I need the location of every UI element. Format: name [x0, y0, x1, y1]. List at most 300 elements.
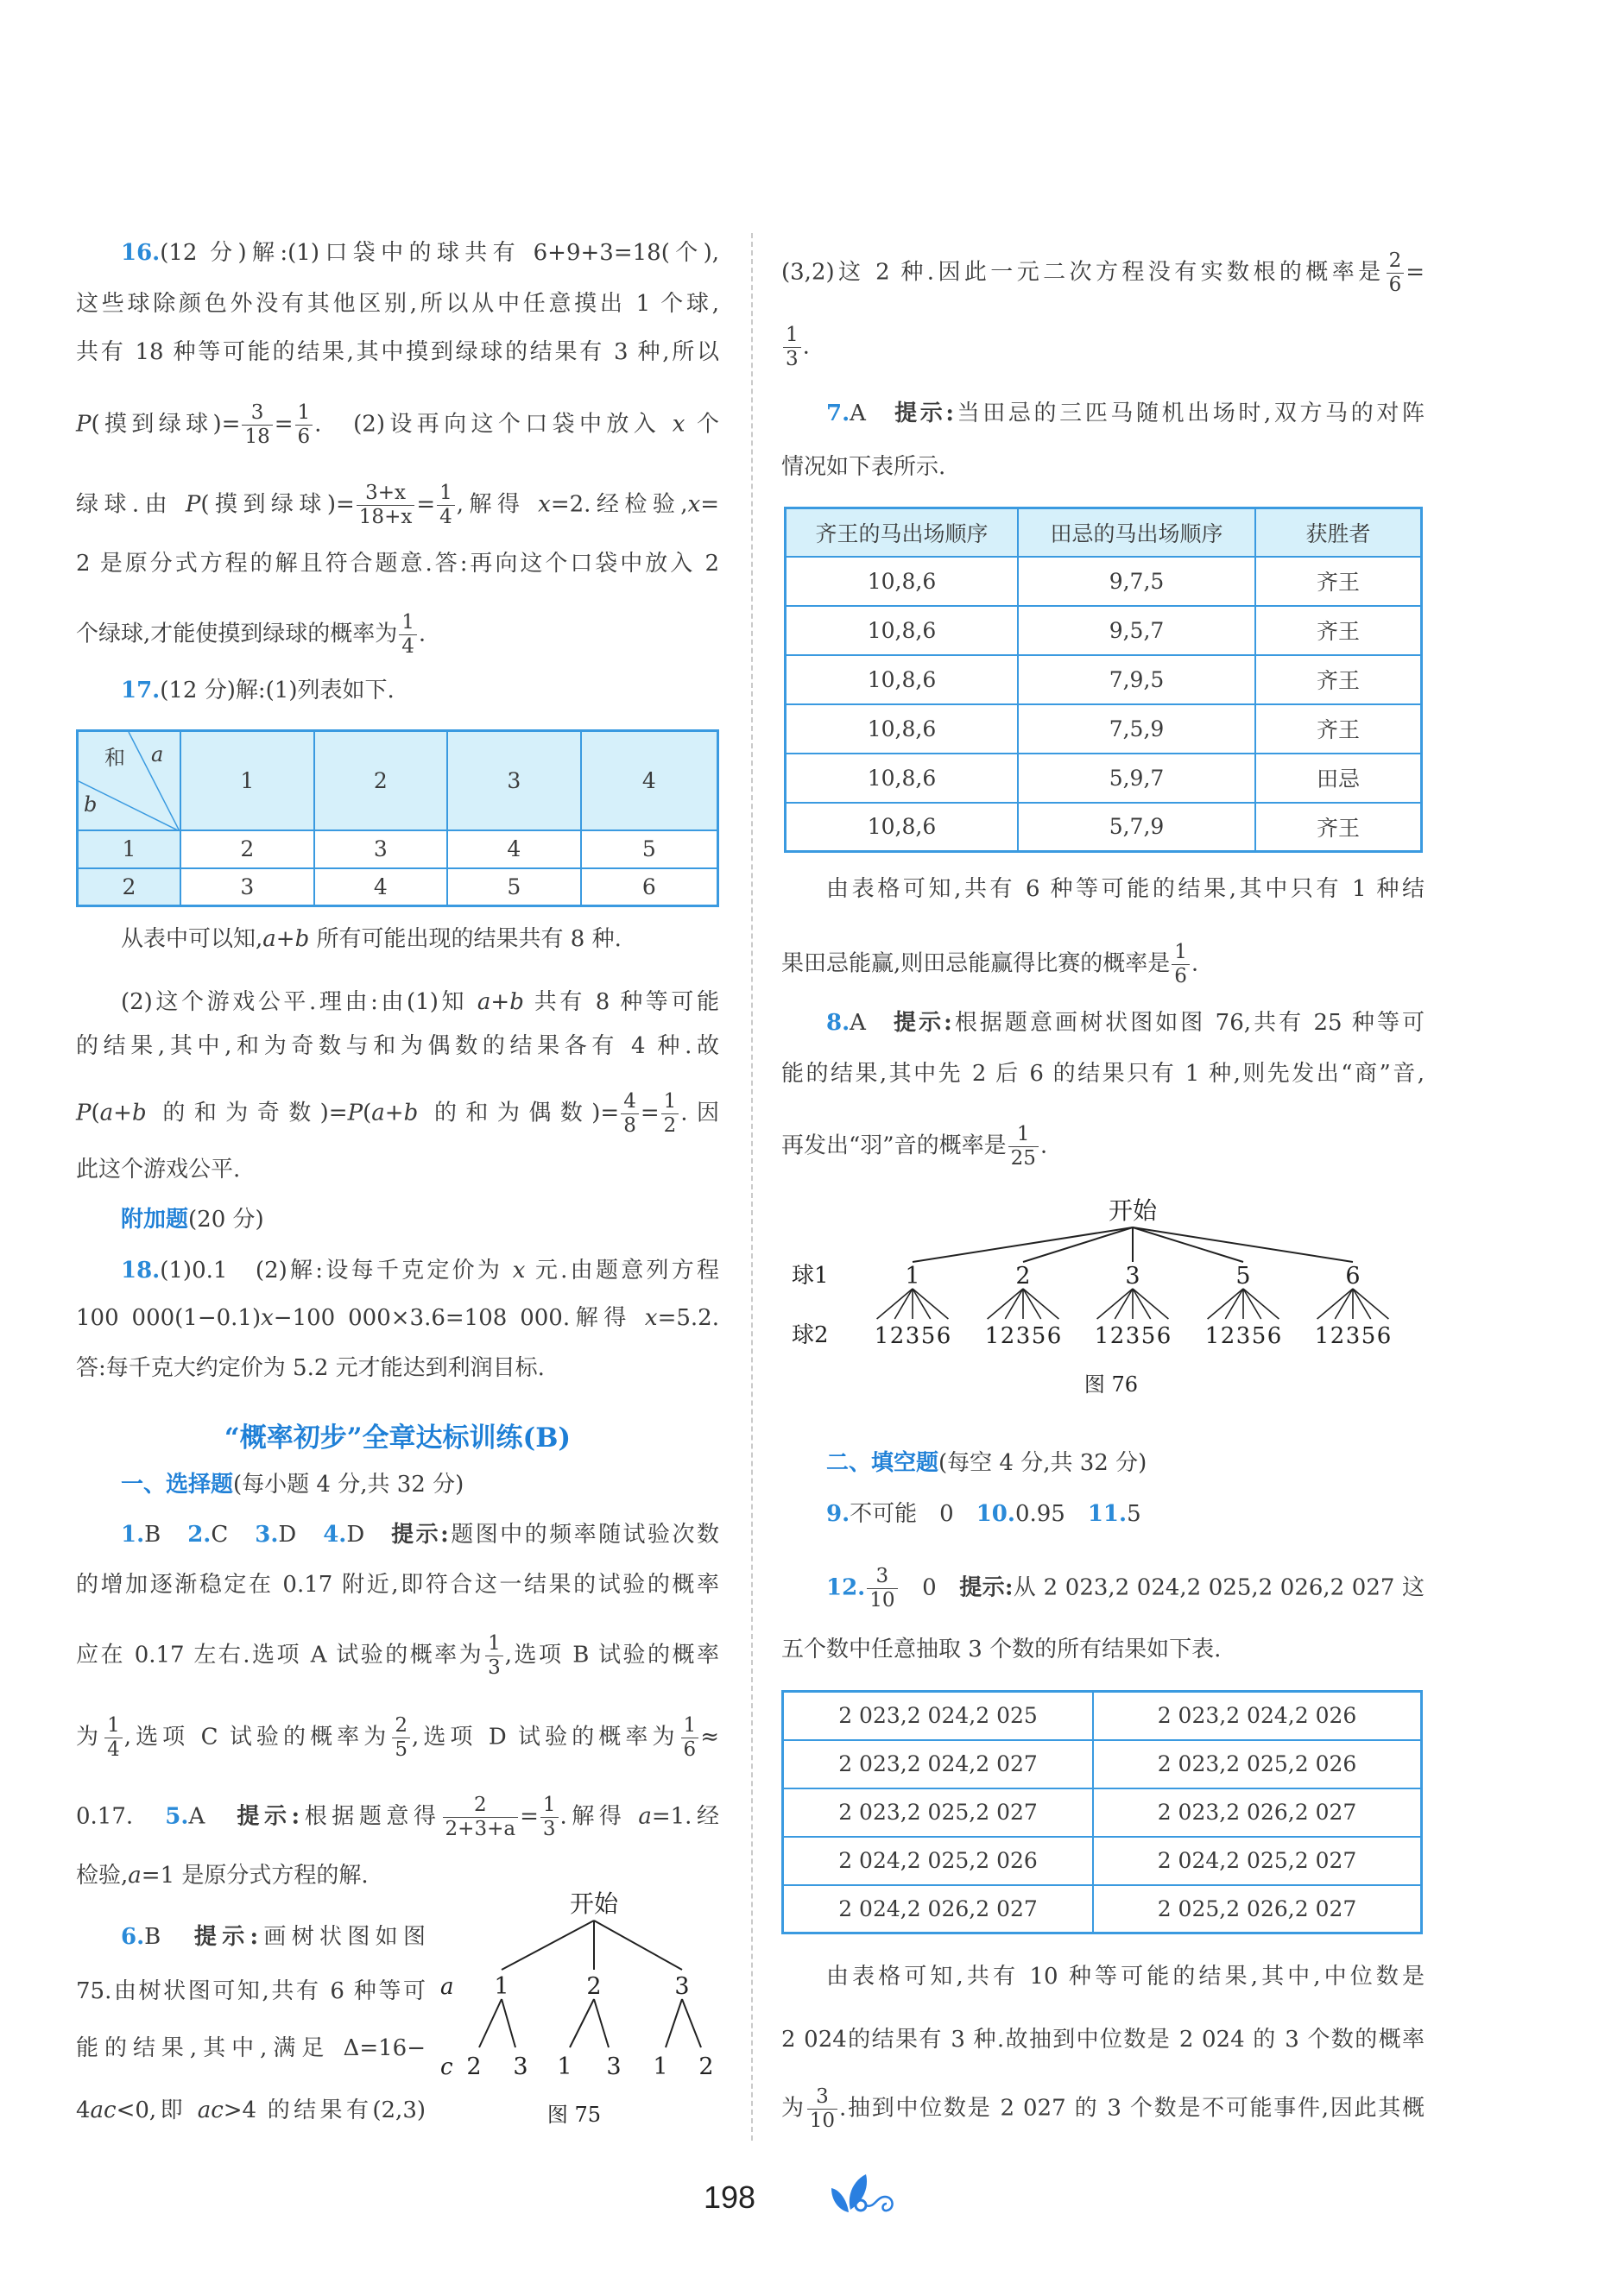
- table-cell: 9,5,7: [1018, 606, 1255, 655]
- denominator: 10: [809, 2110, 836, 2132]
- horse-race-table: [784, 507, 1423, 853]
- fraction: [540, 1794, 559, 1841]
- numerator: 1: [540, 1794, 559, 1818]
- tree-leaf: 1: [874, 1323, 889, 1349]
- table-cell: 10,8,6: [786, 704, 1019, 754]
- math-variable: x: [512, 1258, 526, 1284]
- text-run: .: [1191, 950, 1199, 977]
- hint-label: 提示:: [894, 1010, 952, 1036]
- table-cell: 4: [314, 868, 448, 906]
- tree-branch: [682, 1999, 701, 2047]
- text-line: [781, 872, 1425, 906]
- tree-branch: [479, 1999, 502, 2047]
- text-line: [781, 1057, 1425, 1091]
- numerator: 3: [867, 1565, 897, 1589]
- tree-diagram-75: [423, 1873, 725, 2132]
- level-label-a: a: [440, 1974, 454, 2000]
- text-line: [781, 1446, 1425, 1480]
- text-line: [781, 1006, 1425, 1040]
- level-label-ball2: 球2: [792, 1322, 829, 1348]
- text-run: ,选项 B 试验的概率: [504, 1642, 719, 1668]
- tree-node: 1: [494, 1973, 509, 2000]
- text-line: [781, 1497, 1425, 1531]
- text-line: [76, 1517, 719, 1552]
- text-run: 4: [76, 2097, 91, 2123]
- question-number: 6.: [121, 1924, 145, 1950]
- text-run: =1.经: [651, 1803, 720, 1830]
- question-number: 1.: [121, 1522, 145, 1548]
- header-cell: 1: [180, 731, 314, 830]
- text-run: 能的结果,其中先 2 后 6 的结果只有 1 种,则先发出“商”音,: [781, 1061, 1425, 1087]
- text-run: =: [520, 1803, 539, 1830]
- header-cell: 获胜者: [1255, 508, 1422, 557]
- tree-branch: [594, 1921, 682, 1970]
- tree-node: 6: [1345, 1263, 1361, 1290]
- text-run: (摸到绿球)=: [91, 411, 241, 438]
- table-cell: 2 024,2 026,2 027: [783, 1885, 1094, 1933]
- tree-leaf: 2: [1000, 1323, 1015, 1349]
- denominator: 6: [683, 1738, 697, 1761]
- text-line: [76, 1351, 719, 1385]
- question-number: 10.: [976, 1501, 1015, 1527]
- text-line: [76, 673, 719, 708]
- text-run: .: [1039, 1132, 1048, 1159]
- numerator: 3: [807, 2085, 837, 2110]
- denominator: 3: [488, 1656, 501, 1679]
- text-run: 再发出“羽”音的概率是: [781, 1132, 1007, 1159]
- fraction: [485, 1632, 503, 1680]
- text-run: =: [700, 491, 720, 518]
- text-run: 的结果,其中,和为奇数与和为偶数的结果各有 4 种.故: [76, 1033, 719, 1059]
- question-number: 2.: [187, 1522, 212, 1548]
- denominator: 3: [786, 348, 799, 370]
- tree-branch: [570, 1999, 594, 2047]
- text-run: A: [850, 401, 895, 426]
- text-line: [76, 1152, 719, 1187]
- text-run: 当田忌的三匹马随机出场时,双方马的对阵: [954, 401, 1425, 426]
- tree-branch: [1133, 1227, 1353, 1262]
- butterfly-swirl-icon: [824, 2171, 902, 2218]
- tree-branch: [1243, 1289, 1261, 1319]
- text-run: 此这个游戏公平.: [76, 1157, 241, 1183]
- tree-branch: [594, 1999, 609, 2047]
- tree-branch: [877, 1289, 913, 1319]
- fraction: [295, 401, 313, 449]
- table-cell: 5: [447, 868, 581, 906]
- fraction: [392, 1714, 410, 1762]
- question-number: 9.: [826, 1501, 850, 1527]
- table-cell: 9,7,5: [1018, 557, 1255, 606]
- numerator: 1: [485, 1632, 503, 1656]
- tree-leaf: 5: [1361, 1323, 1376, 1349]
- text-run: 为: [76, 1724, 104, 1750]
- text-run: =: [1406, 259, 1425, 286]
- text-line: [76, 1090, 719, 1137]
- tree-branch: [1353, 1289, 1371, 1319]
- math-variable: ac: [197, 2097, 224, 2123]
- text-run: 的增加逐渐稳定在 0.17 附近,即符合这一结果的试验的概率: [76, 1572, 719, 1598]
- tree-branch: [1023, 1289, 1058, 1319]
- text-run: (每小题 4 分,共 32 分): [233, 1472, 464, 1498]
- question-number: 18.: [121, 1258, 161, 1284]
- text-line: [76, 482, 720, 528]
- tree-node: 5: [1235, 1263, 1251, 1290]
- figure-caption: 图 76: [1083, 1372, 1139, 1397]
- table-cell: 2: [180, 830, 314, 868]
- numerator: 3: [242, 401, 272, 426]
- fraction: [1387, 249, 1405, 297]
- table-cell: 10,8,6: [786, 557, 1019, 606]
- section-title: “概率初步”全章达标训练(B): [224, 1422, 572, 1454]
- header-cell: 3: [447, 731, 581, 830]
- tree-leaf: 1: [984, 1323, 1000, 1349]
- tree-branch: [988, 1289, 1023, 1319]
- text-run: 不可能 0: [850, 1501, 976, 1527]
- tree-leaf: 3: [513, 2053, 528, 2080]
- question-number: 12.: [826, 1574, 866, 1601]
- text-line: [76, 2093, 426, 2128]
- fraction: [437, 482, 455, 529]
- numerator: 1: [1172, 941, 1190, 965]
- table-cell: 2 024,2 025,2 026: [783, 1837, 1094, 1885]
- corner-b-label: b: [84, 792, 98, 817]
- question-number: 5.: [165, 1803, 189, 1830]
- tree-leaf: 6: [1267, 1323, 1282, 1349]
- text-run: −100 000×3.6=108 000.解得: [273, 1305, 645, 1331]
- table-cell: 7,9,5: [1018, 655, 1255, 704]
- question-number: 16.: [121, 240, 161, 266]
- denominator: 10: [869, 1589, 895, 1612]
- text-run: =5.2.: [657, 1305, 719, 1331]
- math-variable: P: [76, 1100, 92, 1126]
- math-variable: b: [403, 1100, 419, 1126]
- text-run: +: [490, 989, 510, 1015]
- tree-branch: [913, 1289, 931, 1319]
- fraction: [104, 1714, 123, 1762]
- tree-branch: [1317, 1289, 1353, 1319]
- hint-label: 提示:: [894, 401, 955, 426]
- tree-leaf: 3: [905, 1323, 920, 1349]
- denominator: 4: [439, 506, 452, 528]
- tree-leaf: 6: [936, 1323, 951, 1349]
- tree-root-label: 开始: [1108, 1196, 1158, 1225]
- tree-branch: [1353, 1289, 1388, 1319]
- text-run: 情况如下表所示.: [781, 454, 946, 480]
- tree-branch: [1023, 1289, 1041, 1319]
- table-cell: 2 023,2 024,2 026: [1093, 1692, 1422, 1740]
- text-line: [76, 236, 719, 270]
- tree-leaf: 3: [1125, 1323, 1140, 1349]
- denominator: 8: [623, 1114, 636, 1137]
- tree-branch: [502, 1999, 515, 2047]
- denominator: 2+3+a: [445, 1818, 516, 1840]
- text-run: (20 分): [188, 1207, 264, 1233]
- fraction: [399, 611, 417, 659]
- text-run: 应在 0.17 左右.选项 A 试验的概率为: [76, 1642, 484, 1668]
- question-number: 3.: [255, 1522, 279, 1548]
- text-line: [781, 396, 1425, 431]
- text-line: [76, 1301, 719, 1335]
- text-line: [76, 287, 719, 321]
- header-cell: 齐王的马出场顺序: [786, 508, 1019, 557]
- text-run: 所有可能出现的结果共有 8 种.: [309, 926, 622, 952]
- text-run: 75.由树状图可知,共有 6 种等可: [76, 1978, 426, 2004]
- text-line: [76, 922, 719, 956]
- numerator: 1: [661, 1090, 679, 1114]
- table-cell: 齐王: [1255, 704, 1422, 754]
- column-divider: [751, 233, 753, 2141]
- tree-branch: [1005, 1289, 1023, 1319]
- text-run: =: [274, 411, 294, 438]
- table-cell: 2 023,2 025,2 026: [1093, 1740, 1422, 1788]
- text-run: =1 是原分式方程的解.: [141, 1863, 369, 1889]
- tree-leaf: 2: [1109, 1323, 1125, 1349]
- header-cell: 田忌的马出场顺序: [1018, 508, 1255, 557]
- denominator: 5: [395, 1738, 407, 1761]
- hint-label: 提示:: [237, 1803, 300, 1830]
- table-row: [783, 1740, 1422, 1788]
- tree-root-label: 开始: [569, 1889, 619, 1918]
- section-heading: 二、填空题: [826, 1450, 939, 1476]
- text-run: =: [640, 1100, 660, 1126]
- corner-sum-label: 和: [104, 746, 125, 770]
- text-run: +: [384, 1100, 404, 1126]
- tree-branch: [913, 1289, 948, 1319]
- text-run: .: [418, 621, 426, 647]
- tree-leaf: 5: [1251, 1323, 1267, 1349]
- text-run: (1)0.1 (2)解:设每千克定价为: [160, 1258, 513, 1284]
- text-run: <0,即: [116, 2097, 198, 2123]
- math-variable: x: [687, 491, 701, 518]
- table-cell: 5,9,7: [1018, 754, 1255, 803]
- header-cell: 2: [314, 731, 448, 830]
- text-run: 共有 8 种等可能: [523, 989, 719, 1015]
- question-number: 4.: [323, 1522, 347, 1548]
- sum-table: [76, 729, 719, 907]
- tree-node: 3: [1125, 1263, 1140, 1290]
- table-cell: 5: [581, 830, 718, 868]
- math-variable: b: [509, 989, 524, 1015]
- text-line: [781, 1123, 1425, 1170]
- text-run: 5: [1127, 1501, 1141, 1527]
- text-run: ,选项 D 试验的概率为: [411, 1724, 679, 1750]
- text-run: 由表格可知,共有 6 种等可能的结果,其中只有 1 种结: [826, 876, 1425, 902]
- table-row: [786, 803, 1422, 852]
- tree-branch: [666, 1999, 682, 2047]
- table-cell: 6: [581, 868, 718, 906]
- text-run: (摸到绿球)=: [200, 491, 355, 518]
- table-cell: 齐王: [1255, 557, 1422, 606]
- text-run: A: [188, 1803, 237, 1830]
- figure-caption: 图 75: [546, 2103, 602, 2127]
- text-run: 元.由题意列方程: [525, 1258, 719, 1284]
- tree-branch: [1208, 1289, 1243, 1319]
- denominator: 4: [107, 1738, 120, 1761]
- header-cell: 4: [581, 731, 718, 830]
- tree-node: 2: [586, 1973, 602, 2000]
- math-variable: a: [477, 989, 491, 1015]
- text-run: 画树状图如图: [258, 1924, 426, 1950]
- fraction: [242, 401, 272, 449]
- table-cell: 3: [180, 868, 314, 906]
- text-run: 共有 18 种等可能的结果,其中摸到绿球的结果有 3 种,所以: [76, 339, 719, 365]
- text-run: D: [346, 1522, 392, 1548]
- text-run: 2 024的结果有 3 种.故抽到中位数是 2 024 的 3 个数的概率: [781, 2027, 1425, 2053]
- fraction: [621, 1090, 639, 1138]
- text-run: =: [416, 491, 436, 518]
- tree-leaf: 2: [1220, 1323, 1235, 1349]
- text-run: .解得: [559, 1803, 639, 1830]
- text-run: D: [278, 1522, 324, 1548]
- text-run: >4 的结果有(2,3): [223, 2097, 426, 2123]
- tree-leaf: 2: [698, 2053, 714, 2080]
- text-run: 绿球.由: [76, 491, 186, 518]
- fraction: [681, 1714, 699, 1762]
- fraction: [661, 1090, 679, 1138]
- question-number: 11.: [1087, 1501, 1128, 1527]
- numerator: 4: [621, 1090, 639, 1114]
- math-variable: P: [347, 1100, 363, 1126]
- table-row: [786, 704, 1422, 754]
- table-cell: 齐王: [1255, 803, 1422, 852]
- table-cell: 10,8,6: [786, 803, 1019, 852]
- tree-branch: [1133, 1227, 1243, 1262]
- table-row: [786, 655, 1422, 704]
- math-variable: x: [672, 411, 685, 438]
- text-run: . (2)设再向这个口袋中放入: [314, 411, 673, 438]
- text-line: [76, 611, 719, 658]
- numerator: 1: [104, 1714, 123, 1738]
- tree-leaf: 2: [889, 1323, 905, 1349]
- text-line: [781, 2085, 1425, 2132]
- table-cell: 10,8,6: [786, 606, 1019, 655]
- text-run: 题图中的频率随试验次数: [448, 1522, 719, 1548]
- math-variable: x: [644, 1305, 658, 1331]
- text-line: [781, 1565, 1425, 1612]
- text-run: 根据题意画树状图如图 76,共有 25 种等可: [951, 1010, 1425, 1036]
- text-line: [76, 1632, 719, 1679]
- row-header-cell: 1: [78, 830, 181, 868]
- denominator: 25: [1010, 1147, 1036, 1170]
- numerator: 1: [295, 401, 313, 426]
- table-cell: 2 023,2 024,2 025: [783, 1692, 1094, 1740]
- table-cell: 2 023,2 024,2 027: [783, 1740, 1094, 1788]
- table-cell: 齐王: [1255, 655, 1422, 704]
- level-label-ball1: 球1: [792, 1263, 829, 1289]
- denominator: 6: [1388, 274, 1402, 296]
- text-line: [781, 1959, 1425, 1994]
- numerator: 2: [443, 1794, 519, 1818]
- numerator: 1: [1008, 1123, 1039, 1147]
- text-run: 的和为偶数)=: [418, 1100, 620, 1126]
- text-line: [781, 450, 1425, 484]
- table-cell: 2 023,2 026,2 027: [1093, 1788, 1422, 1837]
- tree-leaf: 1: [1094, 1323, 1109, 1349]
- text-run: 0.17.: [76, 1803, 166, 1830]
- text-line: [76, 1714, 719, 1761]
- numerator: 1: [681, 1714, 699, 1738]
- tree-branch: [1023, 1227, 1133, 1262]
- text-line: [76, 1029, 719, 1063]
- text-line: [781, 941, 1425, 987]
- text-run: ,解得: [456, 491, 539, 518]
- table-cell: 齐王: [1255, 606, 1422, 655]
- text-line: [76, 1794, 720, 1840]
- table-cell: 5,7,9: [1018, 803, 1255, 852]
- table-cell: 2 025,2 026,2 027: [1093, 1885, 1422, 1933]
- text-line: [781, 249, 1425, 296]
- tree-leaf: 6: [1046, 1323, 1062, 1349]
- numerator: 1: [399, 611, 417, 635]
- table-row: [78, 830, 718, 868]
- text-run: 从 2 023,2 024,2 025,2 026,2 027 这: [1013, 1574, 1425, 1601]
- table-cell: 7,5,9: [1018, 704, 1255, 754]
- hint-label: 提示:: [193, 1924, 259, 1950]
- table-cell: 田忌: [1255, 754, 1422, 803]
- table-row: [783, 1885, 1422, 1933]
- tree-branch: [894, 1289, 913, 1319]
- text-run: 100 000(1−0.1): [76, 1305, 262, 1331]
- numerator: 2: [392, 1714, 410, 1738]
- text-run: 0.95: [1014, 1501, 1088, 1527]
- tree-leaf: 1: [557, 2053, 572, 2080]
- text-line: [76, 1567, 719, 1602]
- text-run: =2.经检验,: [550, 491, 688, 518]
- tree-leaf: 1: [1204, 1323, 1220, 1349]
- text-run: 果田忌能赢,则田忌能赢得比赛的概率是: [781, 950, 1171, 977]
- table-cell: 10,8,6: [786, 754, 1019, 803]
- text-line: [781, 1632, 1425, 1667]
- tree-diagram-76: [781, 1191, 1425, 1407]
- tree-leaf: 5: [920, 1323, 936, 1349]
- tree-leaf: 2: [466, 2053, 482, 2080]
- text-run: (12 分)解:(1)列表如下.: [160, 678, 395, 703]
- tree-leaf: 5: [1031, 1323, 1046, 1349]
- text-line: [781, 324, 1425, 370]
- math-variable: x: [261, 1305, 274, 1331]
- text-line: [781, 2022, 1425, 2057]
- text-run: .抽到中位数是 2 027 的 3 个数是不可能事件,因此其概: [839, 2095, 1425, 2122]
- text-run: (2)这个游戏公平.理由:由(1)知: [121, 989, 477, 1015]
- tree-leaf: 1: [1314, 1323, 1330, 1349]
- text-run: 根据题意得: [300, 1803, 441, 1830]
- text-line: [76, 546, 719, 581]
- math-variable: a: [99, 1100, 114, 1126]
- text-run: C: [211, 1522, 256, 1548]
- text-line: [76, 401, 720, 448]
- table-row: [783, 1692, 1422, 1740]
- text-run: A: [850, 1010, 894, 1036]
- math-variable: a: [371, 1100, 385, 1126]
- text-line: [76, 1467, 719, 1502]
- text-run: 的和为奇数)=: [146, 1100, 348, 1126]
- hint-label: 提示:: [959, 1574, 1014, 1601]
- tree-node: 3: [674, 1973, 690, 2000]
- tree-branch: [1225, 1289, 1243, 1319]
- tree-branch: [1115, 1289, 1133, 1319]
- text-run: +: [275, 926, 295, 952]
- denominator: 6: [1174, 965, 1187, 987]
- text-run: +: [113, 1100, 132, 1126]
- question-number: 8.: [826, 1010, 850, 1036]
- text-run: ,选项 C 试验的概率为: [123, 1724, 391, 1750]
- text-run: .: [802, 333, 810, 360]
- tree-leaf: 3: [606, 2053, 622, 2080]
- table-corner-cell: [78, 731, 181, 830]
- fraction: [1172, 941, 1190, 988]
- text-run: 五个数中任意抽取 3 个数的所有结果如下表.: [781, 1637, 1222, 1662]
- table-row: [783, 1788, 1422, 1837]
